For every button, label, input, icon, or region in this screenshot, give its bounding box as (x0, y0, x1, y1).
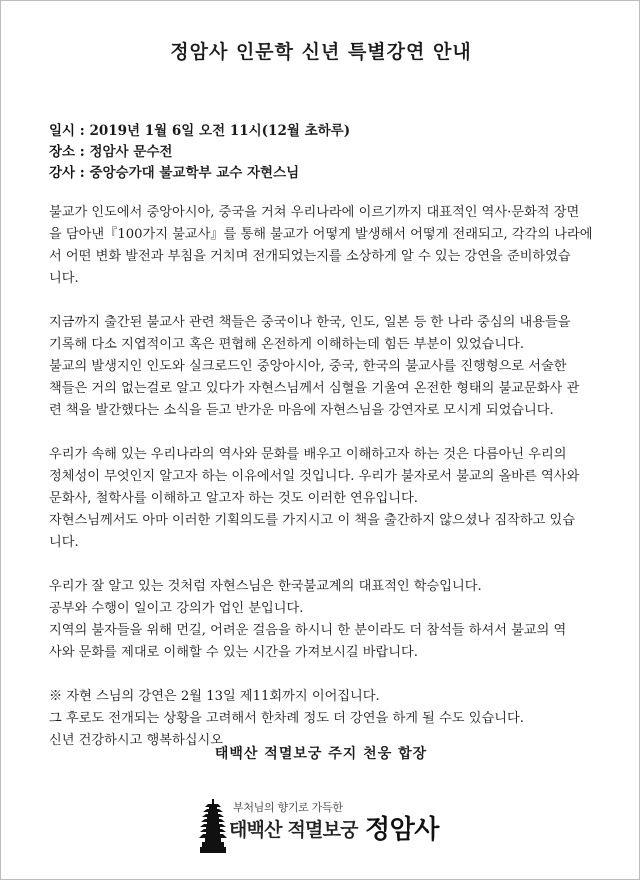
logo-slogan: 부처님의 향기로 가득한 (233, 801, 343, 814)
speaker-value: 중앙승가대 불교학부 교수 자현스님 (89, 165, 300, 181)
temple-logo (199, 797, 499, 857)
event-speaker (49, 163, 609, 184)
paragraph-line: 그 후로도 전개되는 상황을 고려해서 한차례 정도 더 강연을 하게 될 수도 있습니다. (49, 711, 524, 726)
paragraph-line: 지역의 불자들을 위해 먼길, 어려운 걸음을 하시니 한 분이라도 더 참석들 하셔서 불교의 역 (49, 623, 567, 638)
place-label: 장소 : (49, 144, 85, 160)
paragraph-line: 책들은 거의 없는걸로 알고 있다가 자현스님께서 심혈을 기울여 온전한 형태의 불교문화사 관 (49, 381, 580, 396)
paragraph-line: ※ 자현 스님의 강연은 2월 13일 제11회까지 이어집니다. (49, 689, 380, 704)
pagoda-icon (199, 797, 227, 857)
paragraph-line: 자현스님께서도 아마 이러한 기획의도를 가지시고 이 책을 출간하지 않으셨나 짐작하고 있습 (49, 513, 576, 528)
date-value: 2019년 1월 6일 오전 11시(12월 초하루) (89, 123, 351, 139)
notice-body (49, 202, 601, 752)
place-value: 정암사 문수전 (89, 144, 173, 160)
event-info (49, 121, 609, 184)
paragraph-line: 기록해 다소 지엽적이고 혹은 편협해 온전하게 이해하는데 힘든 부분이 있었습니다. (49, 337, 525, 352)
paragraph-line: 정체성이 무엇인지 알고자 하는 이유에서일 것입니다. 우리가 불자로서 불교의 올바른 역사와 (49, 469, 580, 484)
signature: 태백산 적멸보궁 주지 천웅 합장 (214, 746, 428, 762)
body-paragraph (49, 576, 601, 664)
date-label: 일시 : (49, 123, 85, 139)
speaker-label: 강사 : (49, 165, 85, 181)
paragraph-line: 을 담아낸『100가지 불교사』를 통해 불교가 어떻게 발생해서 어떻게 전래되고, 각각의 나라에 (49, 227, 593, 242)
body-paragraph (49, 312, 601, 422)
paragraph-line: 불교의 발생지인 인도와 실크로드인 중앙아시아, 중국, 한국의 불교사를 진행형으로 서술한 (49, 359, 567, 374)
paragraph-line: 련 책을 발간했다는 소식을 듣고 반가운 마음에 자현스님을 강연자로 모시게 되었습니다. (49, 403, 554, 418)
paragraph-line: 우리가 속해 있는 우리나라의 역사와 문화를 배우고 이해하고자 하는 것은 다름아닌 우리의 (49, 447, 567, 462)
paragraph-line: 공부와 수행이 일이고 강의가 업인 분입니다. (49, 601, 304, 616)
body-paragraph (49, 444, 601, 554)
paragraph-line: 서 어떤 변화 발전과 부침을 거치며 전개되었는지를 소상하게 알 수 있는 강연을 준비하였습 (49, 249, 571, 264)
logo-temple-main: 정암사 (365, 815, 439, 845)
event-place (49, 142, 609, 163)
paragraph-line: 니다. (49, 535, 79, 550)
paragraph-line: 지금까지 출간된 불교사 관련 책들은 중국이나 한국, 인도, 일본 등 한 나라 중심의 내용들을 (49, 315, 571, 330)
logo-temple-name: 태백산 적멸보궁 (229, 819, 358, 841)
page-title: 정암사 인문학 신년 특별강연 안내 (170, 41, 472, 63)
paragraph-line: 사와 문화를 제대로 이해할 수 있는 시간을 가져보시길 바랍니다. (49, 645, 418, 660)
paragraph-line: 니다. (49, 271, 79, 286)
body-paragraph (49, 202, 601, 290)
paragraph-line: 신년 건강하시고 행복하십시오 (49, 733, 223, 748)
paragraph-line: 우리가 잘 알고 있는 것처럼 자현스님은 한국불교계의 대표적인 학승입니다. (49, 579, 482, 594)
event-date (49, 121, 609, 142)
paragraph-line: 불교가 인도에서 중앙아시아, 중국을 거쳐 우리나라에 이르기까지 대표적인 역사·문화적 장면 (49, 205, 580, 220)
paragraph-line: 문화사, 철학사를 이해하고 알고자 하는 것도 이러한 연유입니다. (49, 491, 418, 506)
